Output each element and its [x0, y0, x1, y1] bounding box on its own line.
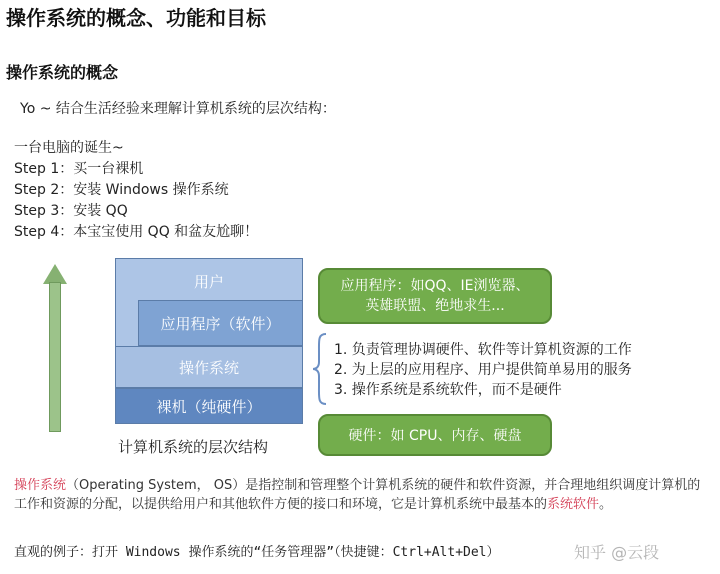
diagram-caption: 计算机系统的层次结构	[118, 438, 269, 456]
definition-end: 。	[599, 497, 613, 512]
list-item: 3. 操作系统是系统软件，而不是硬件	[334, 382, 562, 398]
os-function-list	[334, 340, 632, 400]
example-text: 直观的例子：打开 Windows 操作系统的“任务管理器”（快捷键：Ctrl+Alt+Del）	[14, 545, 500, 560]
layer-os-label: 操作系统	[178, 358, 239, 377]
callout-app-line: 英雄联盟、绝地求生...	[365, 298, 505, 314]
watermark: 知乎 @云段	[574, 543, 660, 562]
intro-text: Yo ~ 结合生活经验来理解计算机系统的层次结构：	[20, 101, 336, 117]
definition-term: 操作系统	[14, 478, 67, 493]
up-arrow-shaft	[49, 282, 61, 432]
callout-app-line: 应用程序：如QQ、IE浏览器、	[340, 278, 530, 294]
layer-hardware	[115, 388, 303, 424]
layer-os	[115, 346, 303, 388]
step-item: Step 4：本宝宝使用 QQ 和盆友尬聊！	[14, 224, 259, 240]
layer-app	[138, 300, 303, 346]
layer-hardware-label: 裸机（纯硬件）	[156, 397, 262, 416]
up-arrow-head-icon	[43, 264, 67, 284]
callout-applications	[318, 268, 552, 324]
list-item: 1. 负责管理协调硬件、软件等计算机资源的工作	[334, 342, 632, 358]
layer-user-label: 用户	[193, 273, 224, 291]
os-definition	[14, 476, 710, 514]
section-heading: 操作系统的概念	[6, 63, 119, 82]
step-item: Step 1：买一台裸机	[14, 161, 144, 177]
step-item: Step 2：安装 Windows 操作系统	[14, 182, 229, 198]
step-item: Step 3：安装 QQ	[14, 203, 128, 219]
callout-hardware	[318, 414, 552, 456]
page-title: 操作系统的概念、功能和目标	[6, 6, 266, 30]
list-item: 2. 为上层的应用程序、用户提供简单易用的服务	[334, 362, 632, 378]
callout-hw-text: 硬件：如 CPU、内存、硬盘	[348, 428, 522, 444]
curly-brace-icon	[310, 332, 330, 406]
definition-term-system-software: 系统软件	[547, 497, 600, 512]
definition-body: （Operating System， OS）是指控制和管理整个计算机系统的硬件和软件资源，并合理地组织调度计算机的工作和资源的分配，以提供给用户和其他软件方便的接口和环境，它是计算机系统中最基本的	[14, 478, 701, 512]
layer-app-label: 应用程序（软件）	[160, 314, 281, 333]
birth-title: 一台电脑的诞生~	[14, 140, 124, 156]
